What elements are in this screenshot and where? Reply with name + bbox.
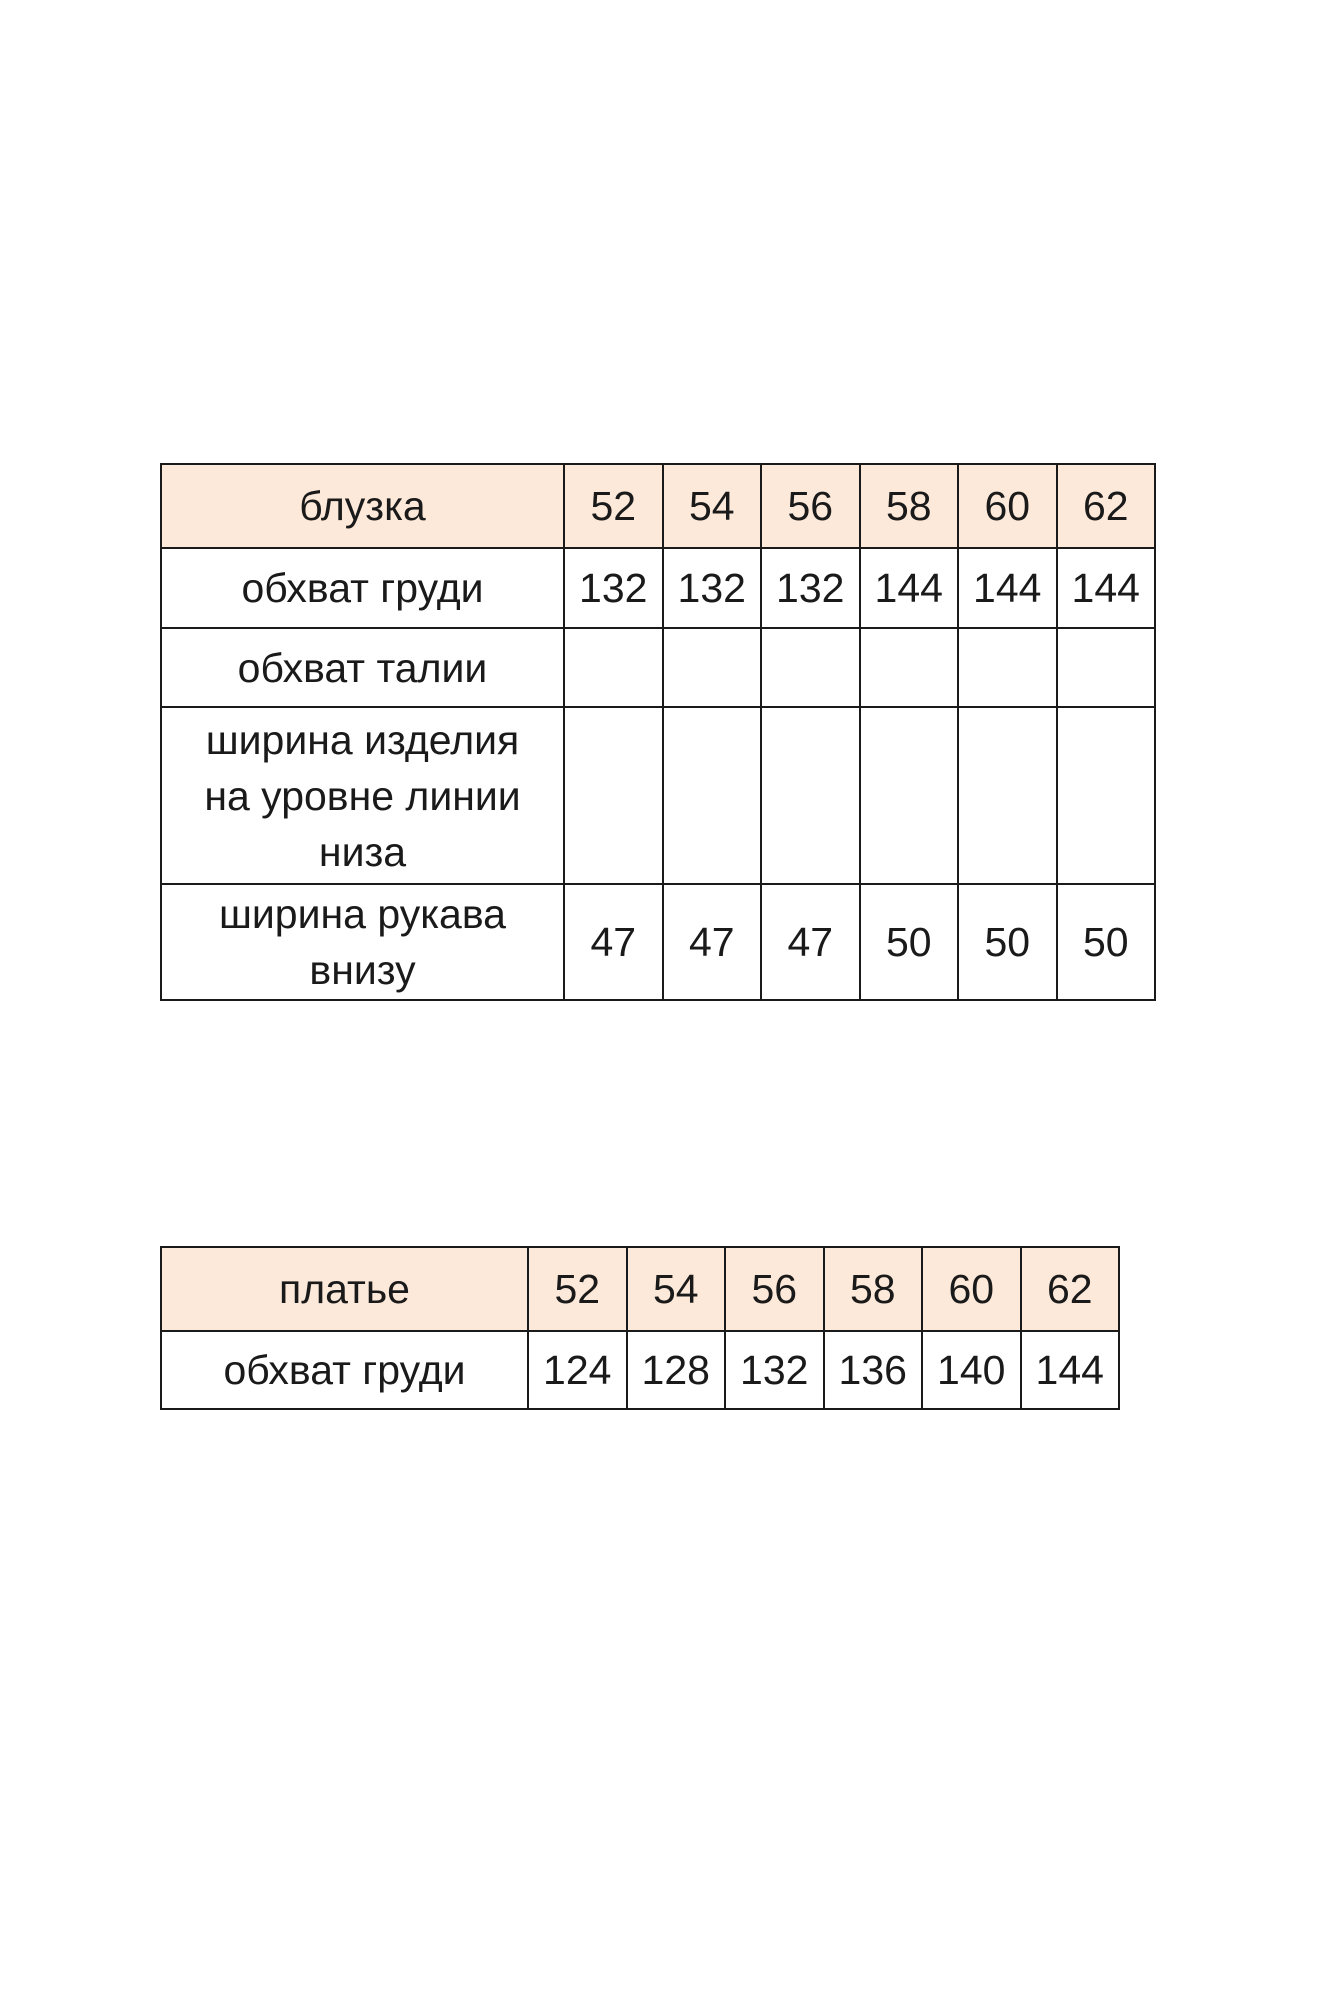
value-cell: 50 (860, 884, 959, 1000)
value-cell: 132 (564, 548, 663, 628)
blouse-chest-row (161, 548, 1155, 628)
value-cell: 140 (922, 1331, 1021, 1409)
row-label-cell: ширина изделия на уровне линии низа (161, 707, 564, 884)
value-cell: 124 (528, 1331, 627, 1409)
value-cell: 144 (958, 548, 1057, 628)
size-header-cell: 52 (528, 1247, 627, 1331)
blouse-header-row (161, 464, 1155, 548)
dress-header-row (161, 1247, 1119, 1331)
dress-title-cell: платье (161, 1247, 528, 1331)
size-header-cell: 56 (725, 1247, 824, 1331)
value-cell (761, 707, 860, 884)
value-cell: 132 (725, 1331, 824, 1409)
value-cell (860, 707, 959, 884)
value-cell: 47 (564, 884, 663, 1000)
value-cell: 50 (958, 884, 1057, 1000)
value-cell (564, 628, 663, 707)
blouse-size-table (160, 463, 1156, 1001)
value-cell (958, 707, 1057, 884)
value-cell (1057, 628, 1156, 707)
blouse-hem-width-row (161, 707, 1155, 884)
size-header-cell: 58 (860, 464, 959, 548)
blouse-title-cell: блузка (161, 464, 564, 548)
size-header-cell: 56 (761, 464, 860, 548)
row-label-cell: обхват талии (161, 628, 564, 707)
size-header-cell: 58 (824, 1247, 923, 1331)
value-cell (663, 707, 762, 884)
value-cell: 144 (860, 548, 959, 628)
value-cell (663, 628, 762, 707)
value-cell: 50 (1057, 884, 1156, 1000)
value-cell: 128 (627, 1331, 726, 1409)
row-label-cell: обхват груди (161, 548, 564, 628)
value-cell: 144 (1021, 1331, 1120, 1409)
size-header-cell: 62 (1021, 1247, 1120, 1331)
value-cell: 136 (824, 1331, 923, 1409)
size-header-cell: 54 (627, 1247, 726, 1331)
size-header-cell: 60 (922, 1247, 1021, 1331)
value-cell: 47 (663, 884, 762, 1000)
row-label-cell: ширина рукава внизу (161, 884, 564, 1000)
value-cell (761, 628, 860, 707)
size-header-cell: 54 (663, 464, 762, 548)
value-cell: 47 (761, 884, 860, 1000)
value-cell (564, 707, 663, 884)
size-header-cell: 60 (958, 464, 1057, 548)
value-cell (958, 628, 1057, 707)
dress-chest-row (161, 1331, 1119, 1409)
blouse-waist-row (161, 628, 1155, 707)
value-cell: 132 (761, 548, 860, 628)
value-cell (860, 628, 959, 707)
dress-size-table (160, 1246, 1120, 1410)
size-header-cell: 62 (1057, 464, 1156, 548)
value-cell (1057, 707, 1156, 884)
row-label-cell: обхват груди (161, 1331, 528, 1409)
size-header-cell: 52 (564, 464, 663, 548)
value-cell: 144 (1057, 548, 1156, 628)
value-cell: 132 (663, 548, 762, 628)
blouse-sleeve-width-row (161, 884, 1155, 1000)
